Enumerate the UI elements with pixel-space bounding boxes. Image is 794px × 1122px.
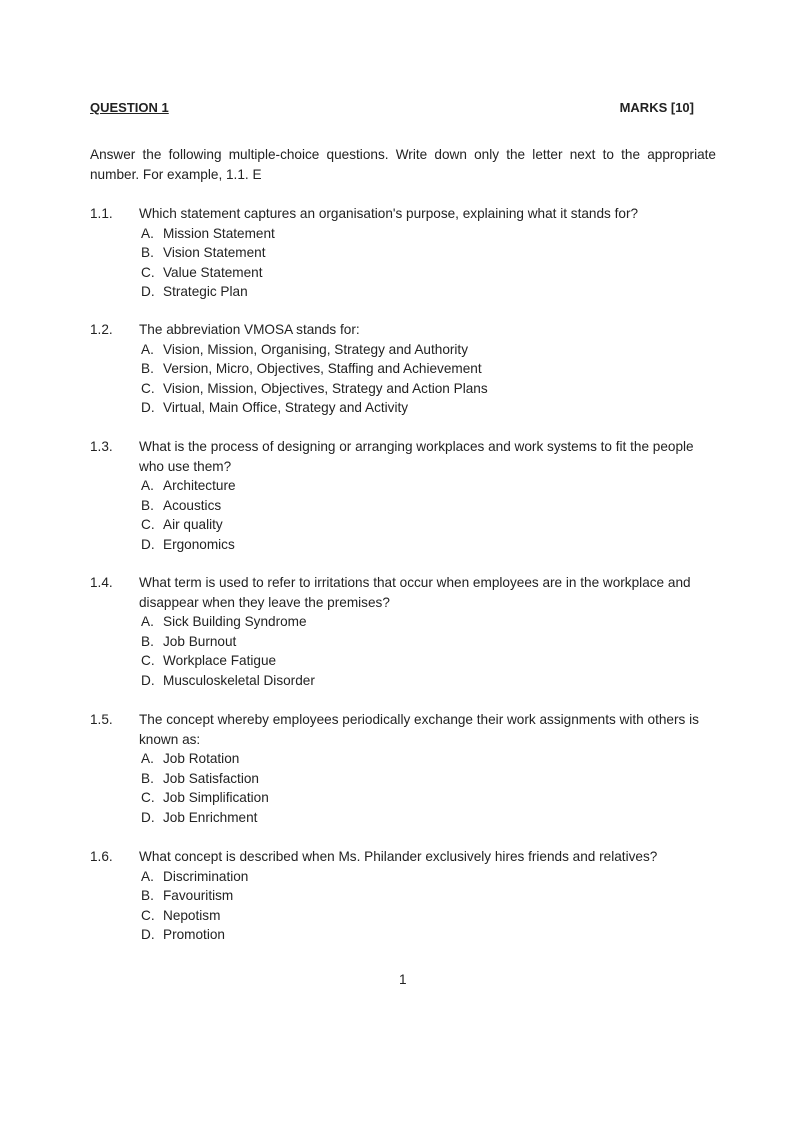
option-item — [141, 224, 720, 244]
option-text: Virtual, Main Office, Strategy and Activity — [163, 400, 409, 415]
question-number: 1.5. — [90, 712, 113, 727]
question-text: What concept is described when Ms. Philander exclusively hires friends and relatives? — [139, 849, 658, 864]
option-letter: A. — [141, 341, 154, 357]
option-item — [141, 535, 720, 555]
option-letter: D. — [141, 927, 155, 942]
options-list — [141, 612, 720, 690]
option-text: Strategic Plan — [163, 284, 248, 299]
option-text: Vision, Mission, Organising, Strategy and Authority — [163, 341, 469, 357]
option-letter: D. — [141, 809, 155, 825]
option-text: Job Satisfaction — [163, 770, 259, 786]
option-item — [141, 496, 720, 516]
option-letter: D. — [141, 400, 155, 415]
instructions: Answer the following multiple-choice questions. Write down only the letter next to the appropriate number. For example, 1.1. E — [90, 147, 716, 182]
option-item — [141, 632, 720, 652]
question-text: Which statement captures an organisation's purpose, explaining what it stands for? — [139, 206, 639, 221]
option-item — [141, 263, 720, 283]
option-text: Sick Building Syndrome — [163, 614, 307, 629]
option-item — [141, 398, 720, 418]
option-text: Job Enrichment — [163, 809, 258, 825]
option-item — [141, 282, 720, 302]
option-item — [141, 671, 720, 691]
option-text: Favouritism — [163, 888, 234, 903]
option-letter: B. — [141, 497, 154, 513]
option-text: Architecture — [163, 478, 236, 493]
option-text: Version, Micro, Objectives, Staffing and Achievement — [163, 361, 482, 376]
question-text: What term is used to refer to irritations that occur when employees are in the workplace and disappear when they leave the premises? — [139, 575, 691, 610]
option-text: Ergonomics — [163, 536, 235, 552]
option-text: Vision Statement — [163, 245, 266, 260]
question-item — [90, 320, 720, 418]
question-number: 1.6. — [90, 849, 113, 864]
option-letter: C. — [141, 790, 155, 805]
option-item — [141, 612, 720, 632]
option-letter: A. — [141, 225, 154, 241]
page-number: 1 — [399, 972, 407, 987]
option-item — [141, 749, 720, 769]
option-letter: C. — [141, 264, 155, 280]
question-text: The abbreviation VMOSA stands for: — [139, 322, 360, 337]
option-letter: C. — [141, 380, 155, 396]
option-letter: C. — [141, 653, 155, 668]
options-list — [141, 224, 720, 302]
option-text: Mission Statement — [163, 225, 275, 241]
marks-label: MARKS [10] — [619, 100, 694, 115]
option-letter: B. — [141, 245, 154, 260]
option-text: Job Simplification — [163, 790, 269, 805]
option-letter: A. — [141, 751, 154, 766]
option-letter: B. — [141, 633, 154, 649]
option-item — [141, 788, 720, 808]
question-number: 1.4. — [90, 575, 113, 590]
option-item — [141, 359, 720, 379]
option-letter: B. — [141, 770, 154, 786]
option-text: Job Burnout — [163, 633, 237, 649]
option-item — [141, 769, 720, 789]
option-item — [141, 243, 720, 263]
option-letter: A. — [141, 478, 154, 493]
option-text: Musculoskeletal Disorder — [163, 672, 315, 688]
option-text: Nepotism — [163, 907, 221, 923]
option-item — [141, 808, 720, 828]
option-item — [141, 340, 720, 360]
option-letter: D. — [141, 284, 155, 299]
option-letter: C. — [141, 907, 155, 923]
options-list — [141, 476, 720, 554]
option-item — [141, 925, 720, 945]
options-list — [141, 340, 720, 418]
option-text: Vision, Mission, Objectives, Strategy and Action Plans — [163, 380, 488, 396]
option-letter: C. — [141, 517, 155, 532]
question-item — [90, 573, 720, 690]
options-list — [141, 749, 720, 827]
question-number: 1.2. — [90, 322, 113, 337]
option-text: Value Statement — [163, 264, 263, 280]
question-number: 1.3. — [90, 439, 113, 454]
option-text: Discrimination — [163, 868, 249, 884]
question-item — [90, 437, 720, 554]
option-text: Acoustics — [163, 497, 222, 513]
option-letter: B. — [141, 361, 154, 376]
option-text: Air quality — [163, 517, 223, 532]
option-letter: A. — [141, 614, 154, 629]
question-text: What is the process of designing or arranging workplaces and work systems to fit the people who use them? — [139, 439, 694, 474]
option-letter: A. — [141, 868, 154, 884]
question-text: The concept whereby employees periodically exchange their work assignments with others is known as: — [139, 712, 699, 747]
question-item — [90, 204, 720, 302]
option-text: Workplace Fatigue — [163, 653, 277, 668]
option-item — [141, 886, 720, 906]
option-text: Job Rotation — [163, 751, 240, 766]
option-letter: B. — [141, 888, 154, 903]
question-number: 1.1. — [90, 206, 113, 221]
option-item — [141, 379, 720, 399]
options-list — [141, 867, 720, 945]
option-letter: D. — [141, 536, 155, 552]
option-letter: D. — [141, 672, 155, 688]
option-item — [141, 867, 720, 887]
option-item — [141, 515, 720, 535]
option-item — [141, 906, 720, 926]
question-item — [90, 847, 720, 945]
option-item — [141, 476, 720, 496]
option-item — [141, 651, 720, 671]
question-heading: QUESTION 1 — [90, 100, 169, 115]
question-item — [90, 710, 720, 827]
option-text: Promotion — [163, 927, 225, 942]
